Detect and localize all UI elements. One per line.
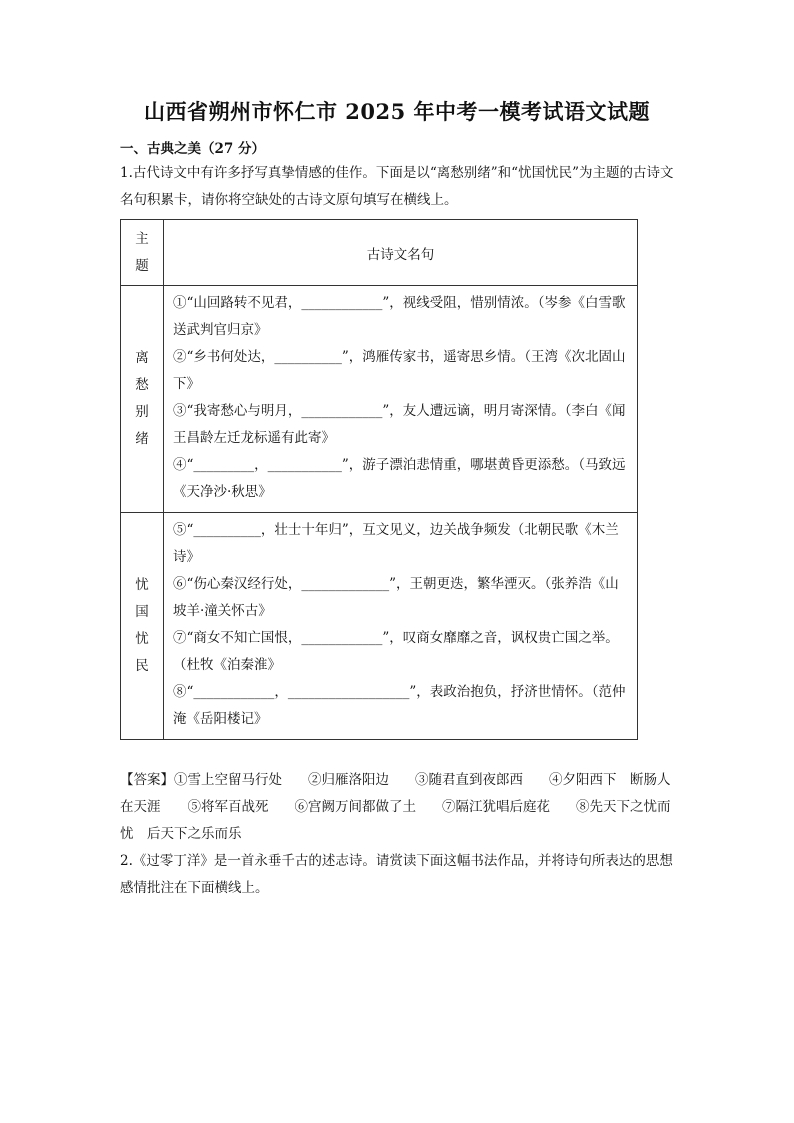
table-header-row	[121, 220, 638, 286]
lines-cell-2	[164, 513, 638, 740]
theme-char: 国	[135, 604, 149, 620]
answer-item: ⑥宫阙万间都做了土	[294, 799, 416, 815]
poem-line: ②“乡书何处达，__________”，鸿雁传家书，遥寄思乡情。（王湾《次北固山下》	[173, 349, 626, 392]
table-row-group-2	[121, 513, 638, 740]
question-2-text: 2.《过零丁洋》是一首永垂千古的述志诗。请赏读下面这幅书法作品，并将诗句所表达的思想感情批注在下面横线上。	[120, 853, 673, 896]
poem-line: ⑤“__________，壮士十年归”，互文见义，边关战争频发（北朝民歌《木兰诗》	[173, 522, 619, 565]
poem-line: ③“我寄愁心与明月，____________”，友人遭远谪，明月寄深情。（李白《闻王昌龄左迁龙标遥有此寄》	[173, 403, 626, 446]
answer-item: ⑤将军百战死	[187, 799, 269, 815]
answer-item: ③随君直到夜郎西	[415, 772, 523, 788]
poem-line: ⑥“伤心秦汉经行处，_____________”，王朝更迭，繁华湮灭。（张养浩《山坡羊·潼关怀古》	[173, 576, 619, 619]
poem-table	[120, 219, 638, 740]
answer-item: ⑧先天下之忧而忧 后天下之乐而乐	[120, 799, 671, 842]
header-theme-cell	[121, 220, 164, 286]
theme-char: 忧	[135, 577, 149, 593]
lines-cell-1	[164, 286, 638, 513]
theme-cell-2	[121, 513, 164, 740]
table-row-group-1	[121, 286, 638, 513]
theme-char: 离	[135, 350, 149, 366]
page-title: 山西省朔州市怀仁市 2025 年中考一模考试语文试题	[143, 99, 651, 124]
poem-line: ⑧“____________，__________________”，表政治抱负，抒济世情怀。（范仲淹《岳阳楼记》	[173, 684, 626, 727]
poem-line: ⑦“商女不知亡国恨，____________”，叹商女靡靡之音，讽权贵亡国之举。（杜牧《泊秦淮》	[173, 630, 619, 673]
header-theme-char: 主	[135, 230, 149, 247]
theme-cell-1	[121, 286, 164, 513]
theme-char: 忧	[135, 631, 149, 647]
theme-char: 愁	[135, 377, 149, 393]
section-heading: 一、古典之美（27 分）	[120, 141, 265, 157]
theme-char: 民	[135, 658, 149, 674]
header-content-cell: 古诗文名句	[164, 220, 638, 286]
answer-item: ①雪上空留马行处	[174, 772, 282, 788]
answer-item: ②归雁洛阳边	[308, 772, 389, 788]
answer-label: 【答案】	[120, 772, 174, 788]
theme-char: 绪	[135, 431, 149, 447]
question-1-text: 1.古代诗文中有许多抒写真挚情感的佳作。下面是以“离愁别绪”和“忧国忧民”为主题的古诗文名句积累卡，请你将空缺处的古诗文原句填写在横线上。	[120, 165, 674, 208]
answer-block	[120, 767, 680, 848]
theme-char: 别	[135, 404, 149, 420]
answer-item: ⑦隔江犹唱后庭花	[442, 799, 550, 815]
answer-item: ④夕阳西下 断肠人在天涯	[120, 772, 671, 815]
poem-line: ④“_________，___________”，游子漂泊悲情重，哪堪黄昏更添愁。（马致远《天净沙·秋思》	[173, 457, 626, 500]
header-theme-char: 题	[135, 257, 149, 274]
poem-line: ①“山回路转不见君，____________”，视线受阻，惜别情浓。（岑参《白雪歌送武判官归京》	[173, 295, 626, 338]
